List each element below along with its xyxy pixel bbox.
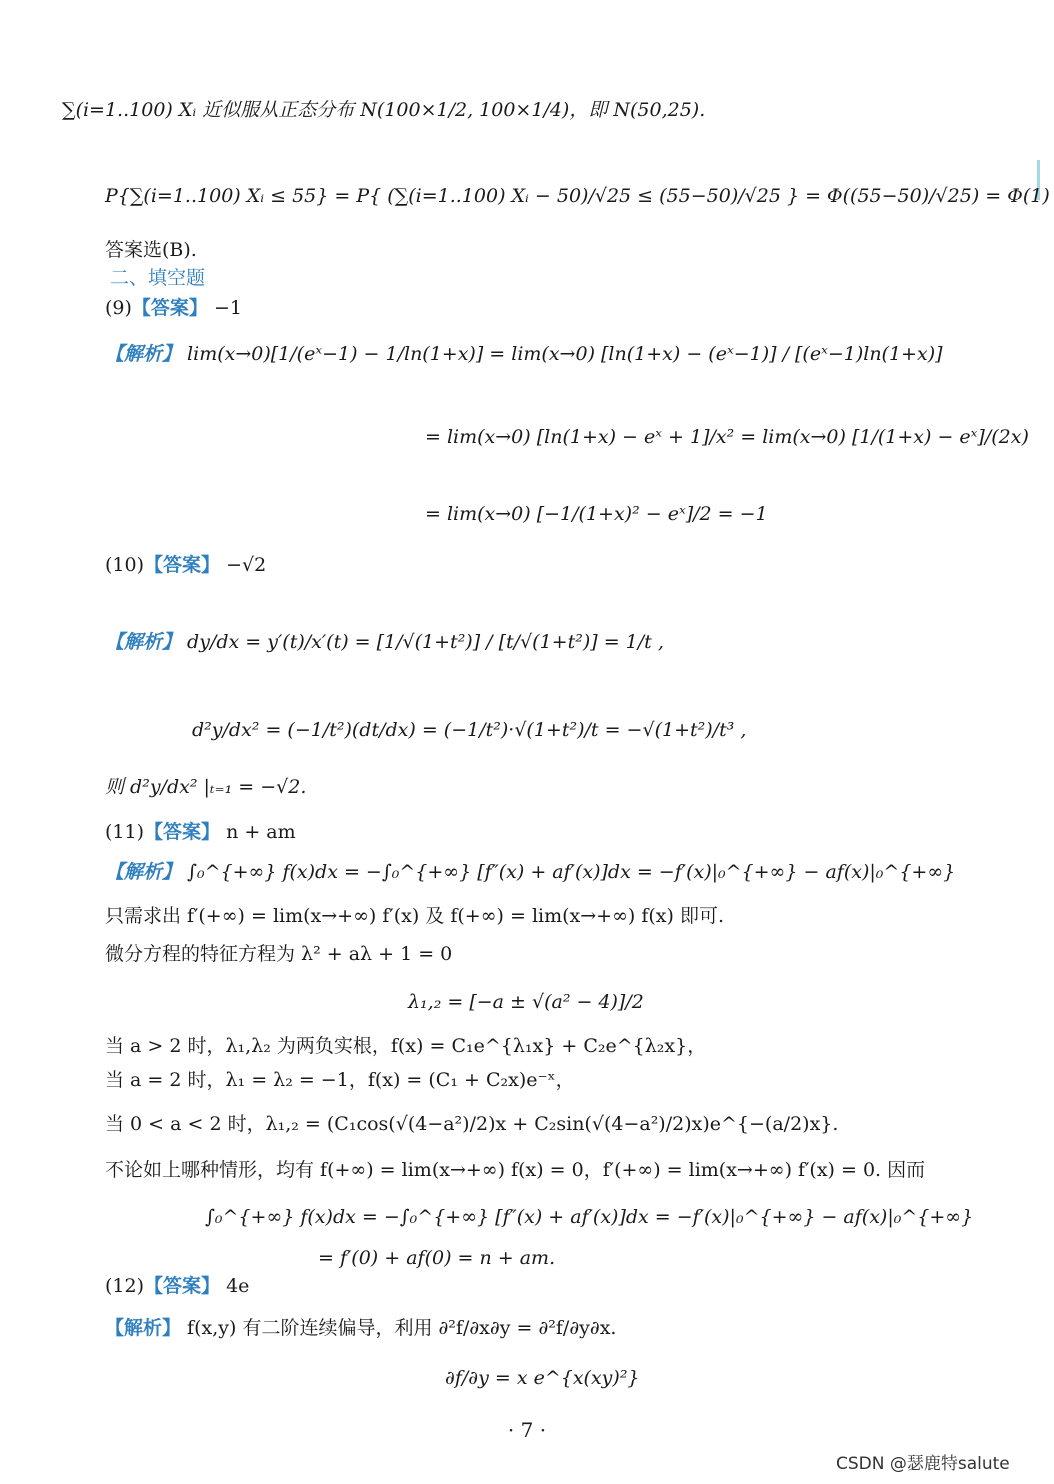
label-tag: 【答案】 — [131, 297, 208, 319]
q9-answer: (9)【答案】 −1 — [105, 297, 242, 319]
text-line-probability: P{∑(i=1..100) Xᵢ ≤ 55} = P{ (∑(i=1..100) Xᵢ − 50)/√25 ≤ (55−50)/√25 } = Φ((55−50)/√25) = Φ(1) — [105, 185, 1050, 207]
page-number: · 7 · — [507, 1418, 547, 1442]
q10-solution-3: 则 d²y/dx² |ₜ₌₁ = −√2. — [105, 776, 307, 798]
q12-answer: (12)【答案】 4e — [105, 1275, 250, 1297]
label-tag: 【答案】 — [144, 821, 221, 843]
q11-solution-6: 当 a = 2 时，λ₁ = λ₂ = −1，f(x) = (C₁ + C₂x)e⁻ˣ， — [105, 1069, 575, 1091]
q10-answer: (10)【答案】 −√2 — [105, 554, 267, 576]
label-tag: 【解析】 — [105, 631, 182, 653]
q12-solution-2: ∂f/∂y = x e^{x(xy)²} — [445, 1367, 640, 1389]
q10-solution-2: d²y/dx² = (−1/t²)(dt/dx) = (−1/t²)·√(1+t²)/t = −√(1+t²)/t³ , — [192, 719, 747, 741]
q9-solution-1: 【解析】 lim(x→0)[1/(eˣ−1) − 1/ln(1+x)] = lim(x→0) [ln(1+x) − (eˣ−1)] / [(eˣ−1)ln(1+x)] — [105, 343, 943, 365]
q11-solution-1: 【解析】 ∫₀^{+∞} f(x)dx = −∫₀^{+∞} [f″(x) + af′(x)]dx = −f′(x)|₀^{+∞} − af(x)|₀^{+∞} — [105, 861, 956, 883]
q10-solution-1: 【解析】 dy/dx = y′(t)/x′(t) = [1/√(1+t²)] / [t/√(1+t²)] = 1/t , — [105, 631, 664, 653]
q11-solution-4: λ₁,₂ = [−a ± √(a² − 4)]/2 — [408, 991, 644, 1013]
q11-answer: (11)【答案】 n + am — [105, 821, 296, 843]
q11-solution-9: ∫₀^{+∞} f(x)dx = −∫₀^{+∞} [f″(x) + af′(x)]dx = −f′(x)|₀^{+∞} − af(x)|₀^{+∞} — [205, 1206, 974, 1228]
q11-solution-8: 不论如上哪种情形，均有 f(+∞) = lim(x→+∞) f(x) = 0，f′(+∞) = lim(x→+∞) f′(x) = 0. 因而 — [105, 1159, 926, 1181]
label-tag: 【答案】 — [144, 1275, 221, 1297]
q11-solution-2: 只需求出 f′(+∞) = lim(x→+∞) f′(x) 及 f(+∞) = lim(x→+∞) f(x) 即可. — [105, 905, 725, 927]
q11-solution-10: = f′(0) + af(0) = n + am. — [318, 1247, 556, 1269]
label-tag: 【解析】 — [105, 1317, 182, 1339]
q9-solution-2: = lim(x→0) [ln(1+x) − eˣ + 1]/x² = lim(x→0) [1/(1+x) − eˣ]/(2x) — [425, 426, 1029, 448]
section-heading: 二、填空题 — [110, 267, 206, 289]
watermark: CSDN @瑟鹿特salute — [836, 1454, 1010, 1474]
q11-solution-5: 当 a > 2 时，λ₁,λ₂ 为两负实根，f(x) = C₁e^{λ₁x} + C₂e^{λ₂x}， — [105, 1035, 707, 1057]
label-tag: 【解析】 — [105, 861, 182, 883]
q11-solution-7: 当 0 < a < 2 时，λ₁,₂ = (C₁cos(√(4−a²)/2)x + C₂sin(√(4−a²)/2)x)e^{−(a/2)x}. — [105, 1113, 839, 1135]
text-line-answer-b: 答案选(B). — [105, 239, 197, 261]
q9-solution-3: = lim(x→0) [−1/(1+x)² − eˣ]/2 = −1 — [425, 503, 768, 525]
label-tag: 【答案】 — [144, 554, 221, 576]
q11-solution-3: 微分方程的特征方程为 λ² + aλ + 1 = 0 — [105, 943, 453, 965]
q12-solution-1: 【解析】 f(x,y) 有二阶连续偏导，利用 ∂²f/∂x∂y = ∂²f/∂y∂x. — [105, 1317, 617, 1339]
text-line-sum-normal: ∑(i=1..100) Xᵢ 近似服从正态分布 N(100×1/2, 100×1/4)，即 N(50,25). — [62, 99, 706, 121]
label-tag: 【解析】 — [105, 343, 182, 365]
